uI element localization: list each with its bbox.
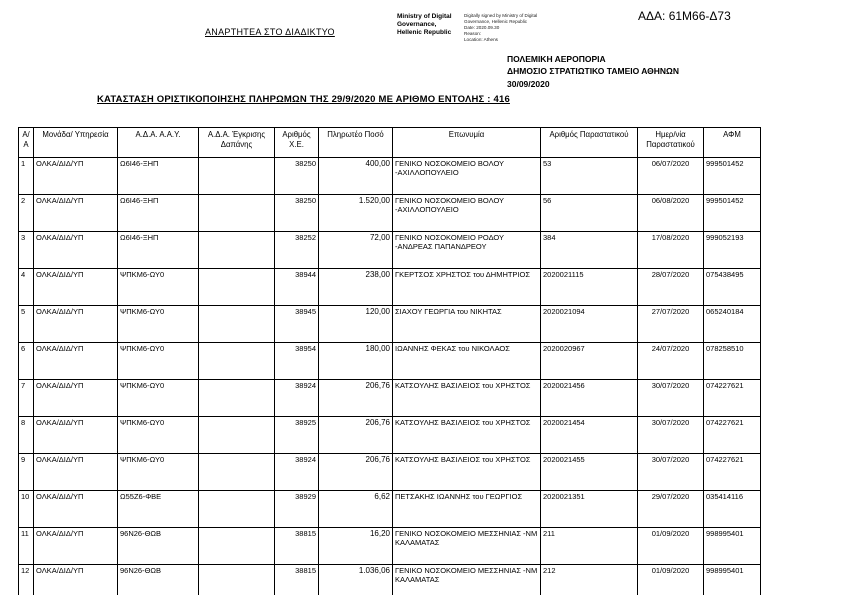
cell-name: ΚΑΤΣΟΥΛΗΣ ΒΑΣΙΛΕΙΟΣ του ΧΡΗΣΤΟΣ [393,380,541,417]
cell-ada_approval [199,565,275,595]
cell-afm: 035414116 [704,491,761,528]
cell-ada_aay: ΨΠΚΜ6-ΩΥ0 [118,343,199,380]
org-name-1: ΠΟΛΕΜΙΚΗ ΑΕΡΟΠΟΡΙΑ [507,54,606,64]
cell-doc_date: 01/09/2020 [638,528,704,565]
cell-ada_approval [199,232,275,269]
cell-ada_aay: ΨΠΚΜ6-ΩΥ0 [118,454,199,491]
cell-amount: 206,76 [319,417,393,454]
cell-afm: 999501452 [704,195,761,232]
cell-doc_num: 2020021455 [541,454,638,491]
cell-afm: 074227621 [704,417,761,454]
cell-doc_date: 06/08/2020 [638,195,704,232]
cell-ada_approval [199,195,275,232]
cell-amount: 72,00 [319,232,393,269]
cell-amount: 1.520,00 [319,195,393,232]
cell-amount: 180,00 [319,343,393,380]
cell-doc_date: 17/08/2020 [638,232,704,269]
org-name-2: ΔΗΜΟΣΙΟ ΣΤΡΑΤΙΩΤΙΚΟ ΤΑΜΕΙΟ ΑΘΗΝΩΝ [507,66,680,77]
payments-table [18,127,761,595]
cell-ada_aay: Ω6Ι46-ΞΗΠ [118,195,199,232]
header-name: Επωνυμία [393,128,541,158]
cell-aa: 1 [19,158,34,195]
page-title: ΚΑΤΑΣΤΑΣΗ ΟΡΙΣΤΙΚΟΠΟΙΗΣΗΣ ΠΛΗΡΩΜΩΝ ΤΗΣ 29/9/2020 ΜΕ ΑΡΙΘΜΟ ΕΝΤΟΛΗΣ : 416 [97,94,510,105]
cell-unit: ΟΛΚΑ/ΔΙΔ/ΥΠ [34,269,118,306]
cell-doc_num: 53 [541,158,638,195]
cell-ada_aay: Ω55Ζ6-ΦΒΕ [118,491,199,528]
cell-ada_approval [199,417,275,454]
cell-ada_aay: 96Ν26-ΘΩΒ [118,528,199,565]
cell-doc_date: 06/07/2020 [638,158,704,195]
signature-details: Digitally signed by Ministry of Digital Governance, Hellenic Republic Date: 2020.09.30 Reason: Location: Athens [464,13,538,42]
cell-unit: ΟΛΚΑ/ΔΙΔ/ΥΠ [34,306,118,343]
cell-amount: 238,00 [319,269,393,306]
cell-name: ΓΕΝΙΚΟ ΝΟΣΟΚΟΜΕΙΟ ΡΟΔΟΥ -ΑΝΔΡΕΑΣ ΠΑΠΑΝΔΡΕΟΥ [393,232,541,269]
header-doc-num: Αριθμός Παραστατικού [541,128,638,158]
cell-xe: 38945 [275,306,319,343]
cell-doc_date: 01/09/2020 [638,565,704,595]
cell-unit: ΟΛΚΑ/ΔΙΔ/ΥΠ [34,417,118,454]
cell-doc_num: 2020021456 [541,380,638,417]
cell-doc_date: 29/07/2020 [638,491,704,528]
header-ada-approval: Α.Δ.Α. Έγκρισης Δαπάνης [199,128,275,158]
cell-ada_approval [199,306,275,343]
cell-unit: ΟΛΚΑ/ΔΙΔ/ΥΠ [34,158,118,195]
cell-name: ΚΑΤΣΟΥΛΗΣ ΒΑΣΙΛΕΙΟΣ του ΧΡΗΣΤΟΣ [393,454,541,491]
table-body [19,158,761,595]
cell-aa: 11 [19,528,34,565]
cell-aa: 3 [19,232,34,269]
cell-xe: 38252 [275,232,319,269]
cell-afm: 999501452 [704,158,761,195]
digital-signature-block [397,13,547,43]
table-row [19,565,761,595]
table-row [19,158,761,195]
cell-doc_date: 30/07/2020 [638,454,704,491]
cell-ada_aay: ΨΠΚΜ6-ΩΥ0 [118,306,199,343]
cell-ada_approval [199,269,275,306]
cell-aa: 12 [19,565,34,595]
cell-unit: ΟΛΚΑ/ΔΙΔ/ΥΠ [34,491,118,528]
cell-name: ΓΚΕΡΤΣΟΣ ΧΡΗΣΤΟΣ του ΔΗΜΗΤΡΙΟΣ [393,269,541,306]
cell-afm: 075438495 [704,269,761,306]
cell-ada_approval [199,158,275,195]
cell-xe: 38944 [275,269,319,306]
cell-ada_aay: Ω6Ι46-ΞΗΠ [118,232,199,269]
cell-amount: 400,00 [319,158,393,195]
cell-doc_num: 2020021454 [541,417,638,454]
anartitea-label: ΑΝΑΡΤΗΤΕΑ ΣΤΟ ΔΙΑΔΙΚΤΥΟ [205,27,335,37]
cell-aa: 8 [19,417,34,454]
table-row [19,195,761,232]
cell-aa: 5 [19,306,34,343]
cell-aa: 2 [19,195,34,232]
header-aa: Α/Α [19,128,34,158]
cell-doc_num: 2020021351 [541,491,638,528]
cell-doc_date: 30/07/2020 [638,417,704,454]
cell-doc_num: 2020021094 [541,306,638,343]
cell-unit: ΟΛΚΑ/ΔΙΔ/ΥΠ [34,195,118,232]
header-xe: Αριθμός Χ.Ε. [275,128,319,158]
cell-xe: 38250 [275,195,319,232]
table-row [19,417,761,454]
cell-name: ΙΩΑΝΝΗΣ ΦΕΚΑΣ του ΝΙΚΟΛΑΟΣ [393,343,541,380]
cell-aa: 10 [19,491,34,528]
header-ada-aay: Α.Δ.Α. Α.Α.Υ. [118,128,199,158]
table-row [19,454,761,491]
cell-xe: 38925 [275,417,319,454]
cell-doc_num: 212 [541,565,638,595]
cell-ada_aay: ΨΠΚΜ6-ΩΥ0 [118,417,199,454]
cell-xe: 38815 [275,565,319,595]
cell-afm: 999052193 [704,232,761,269]
organization-block [507,53,679,90]
cell-ada_approval [199,491,275,528]
cell-xe: 38924 [275,380,319,417]
cell-xe: 38929 [275,491,319,528]
cell-aa: 4 [19,269,34,306]
header-amount: Πληρωτέο Ποσό [319,128,393,158]
table-row [19,343,761,380]
cell-ada_approval [199,343,275,380]
cell-ada_approval [199,454,275,491]
header-unit: Μονάδα/ Υπηρεσία [34,128,118,158]
cell-name: ΠΕΤΣΑΚΗΣ ΙΩΑΝΝΗΣ του ΓΕΩΡΓΙΟΣ [393,491,541,528]
cell-xe: 38924 [275,454,319,491]
cell-name: ΓΕΝΙΚΟ ΝΟΣΟΚΟΜΕΙΟ ΒΟΛΟΥ -ΑΧΙΛΛΟΠΟΥΛΕΙΟ [393,195,541,232]
cell-name: ΓΕΝΙΚΟ ΝΟΣΟΚΟΜΕΙΟ ΜΕΣΣΗΝΙΑΣ -ΝΜ ΚΑΛΑΜΑΤΑΣ [393,565,541,595]
cell-aa: 6 [19,343,34,380]
table-row [19,269,761,306]
table-row [19,306,761,343]
cell-xe: 38250 [275,158,319,195]
ada-code: ΑΔΑ: 61Μ66-Δ73 [638,9,731,23]
cell-name: ΓΕΝΙΚΟ ΝΟΣΟΚΟΜΕΙΟ ΒΟΛΟΥ -ΑΧΙΛΛΟΠΟΥΛΕΙΟ [393,158,541,195]
cell-ada_aay: 96Ν26-ΘΩΒ [118,565,199,595]
org-date: 30/09/2020 [507,78,550,89]
cell-doc_num: 384 [541,232,638,269]
cell-xe: 38815 [275,528,319,565]
cell-afm: 998995401 [704,528,761,565]
cell-unit: ΟΛΚΑ/ΔΙΔ/ΥΠ [34,528,118,565]
cell-ada_approval [199,528,275,565]
cell-unit: ΟΛΚΑ/ΔΙΔ/ΥΠ [34,565,118,595]
cell-unit: ΟΛΚΑ/ΔΙΔ/ΥΠ [34,232,118,269]
table-row [19,491,761,528]
cell-aa: 7 [19,380,34,417]
cell-amount: 206,76 [319,380,393,417]
cell-doc_num: 211 [541,528,638,565]
cell-doc_date: 30/07/2020 [638,380,704,417]
cell-amount: 206,76 [319,454,393,491]
cell-aa: 9 [19,454,34,491]
cell-unit: ΟΛΚΑ/ΔΙΔ/ΥΠ [34,343,118,380]
header-afm: ΑΦΜ [704,128,761,158]
cell-doc_num: 56 [541,195,638,232]
cell-doc_date: 24/07/2020 [638,343,704,380]
cell-name: ΓΕΝΙΚΟ ΝΟΣΟΚΟΜΕΙΟ ΜΕΣΣΗΝΙΑΣ -ΝΜ ΚΑΛΑΜΑΤΑΣ [393,528,541,565]
cell-doc_date: 28/07/2020 [638,269,704,306]
cell-name: ΚΑΤΣΟΥΛΗΣ ΒΑΣΙΛΕΙΟΣ του ΧΡΗΣΤΟΣ [393,417,541,454]
cell-ada_aay: ΨΠΚΜ6-ΩΥ0 [118,380,199,417]
cell-name: ΣΙΑΧΟΥ ΓΕΩΡΓΙΑ του ΝΙΚΗΤΑΣ [393,306,541,343]
cell-doc_num: 2020020967 [541,343,638,380]
cell-afm: 065240184 [704,306,761,343]
cell-xe: 38954 [275,343,319,380]
cell-ada_aay: ΨΠΚΜ6-ΩΥ0 [118,269,199,306]
cell-amount: 120,00 [319,306,393,343]
cell-afm: 074227621 [704,454,761,491]
cell-unit: ΟΛΚΑ/ΔΙΔ/ΥΠ [34,454,118,491]
cell-amount: 6,62 [319,491,393,528]
signature-authority: Ministry of Digital Governance, Hellenic Republic [397,13,452,37]
header-doc-date: Ημερ/νία Παραστατικού [638,128,704,158]
cell-unit: ΟΛΚΑ/ΔΙΔ/ΥΠ [34,380,118,417]
cell-afm: 074227621 [704,380,761,417]
cell-afm: 998995401 [704,565,761,595]
table-header-row [19,128,761,158]
table-row [19,380,761,417]
cell-ada_approval [199,380,275,417]
table-row [19,232,761,269]
cell-doc_num: 2020021115 [541,269,638,306]
cell-amount: 1.036,06 [319,565,393,595]
table-row [19,528,761,565]
cell-afm: 078258510 [704,343,761,380]
cell-doc_date: 27/07/2020 [638,306,704,343]
cell-ada_aay: Ω6Ι46-ΞΗΠ [118,158,199,195]
cell-amount: 16,20 [319,528,393,565]
